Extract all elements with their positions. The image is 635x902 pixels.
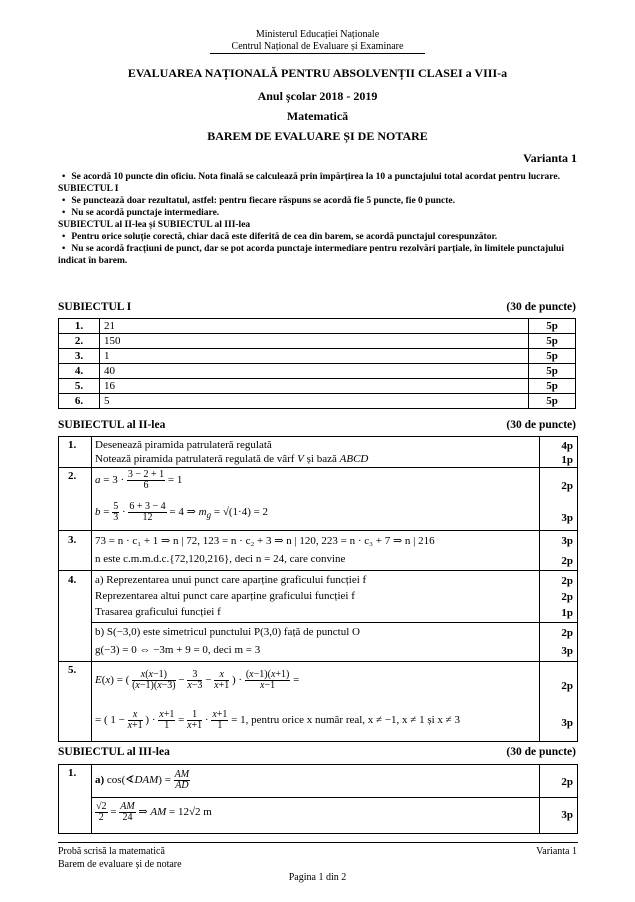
q2-points-b: 3p (561, 512, 573, 524)
instruction-general: • Se acordă 10 puncte din oficiu. Nota finală se calculează prin împărțirea la 10 a punctajului total acordat pentru lucrare. (58, 171, 578, 183)
header-rule (210, 53, 425, 54)
row-number: 1. (59, 319, 100, 334)
q4-criterion-b2: g(−3) = 0 ⇔ −3m + 9 = 0, deci m = 3 (95, 644, 261, 656)
s3-q1-formula-b: $\frac{√2}{2}$ = $\frac{AM}{24}$ ⇒ AM = 12√2 m (96, 801, 212, 823)
q4-number: 4. (68, 574, 77, 586)
q5-condition: , pentru orice x număr real, x ≠ −1, x ≠ 1 și x ≠ 3 (245, 714, 460, 727)
footer-exam: Probă scrisă la matematică (58, 846, 165, 857)
subject2-title: SUBIECTUL al II-lea (58, 419, 166, 431)
subject2-points: (30 de puncte) (506, 419, 576, 431)
row-number: 6. (59, 394, 100, 409)
row-divider (58, 530, 577, 531)
row-answer: 16 (100, 379, 529, 394)
s3-q1-points-b: 3p (561, 809, 573, 821)
row-answer: 150 (100, 334, 529, 349)
q1-number: 1. (68, 439, 77, 451)
row-points: 5p (529, 349, 576, 364)
subject3-heading (58, 746, 576, 758)
row-divider (58, 570, 577, 571)
footer-rule (58, 842, 578, 843)
row-divider (58, 661, 577, 662)
subject-name: Matematică (286, 109, 349, 123)
q2-number: 2. (68, 470, 77, 482)
q3-criterion-b: n este c.m.m.d.c.{72,120,216}, deci n = 24, care convine (95, 553, 346, 565)
row-answer: 21 (100, 319, 529, 334)
table-row (59, 319, 576, 334)
q4-points-b2: 3p (561, 645, 573, 657)
row-number: 3. (59, 349, 100, 364)
instruction-sub23-b: • Nu se acordă fracțiuni de punct, dar se pot acorda punctaje intermediare pentru rezolvări parțiale, în limitele punctajului indicat în barem. (58, 243, 578, 267)
instruction-sub23-title: SUBIECTUL al II-lea și SUBIECTUL al III-lea (58, 220, 251, 230)
table-row (59, 334, 576, 349)
row-divider (58, 467, 577, 468)
row-points: 5p (529, 394, 576, 409)
s3-q1-points-a: 2p (561, 776, 573, 788)
q4-criterion-a1: a) Reprezentarea unui punct care aparține graficului funcției f (95, 574, 367, 586)
column-divider (539, 436, 540, 742)
column-divider (91, 436, 92, 742)
q1-points-b: 1p (561, 454, 573, 466)
row-answer: 5 (100, 394, 529, 409)
q1-criterion-a: Desenează piramida patrulateră regulată (95, 439, 272, 451)
ministry-header: Ministerul Educației Naționale (255, 29, 380, 40)
row-points: 5p (529, 319, 576, 334)
instruction-sub1-b: • Nu se acordă punctaje intermediare. (58, 207, 578, 219)
subject1-heading (58, 301, 576, 313)
table-row (59, 394, 576, 409)
instruction-sub1-a: • Se punctează doar rezultatul, astfel: pentru fiecare răspuns se acordă fie 5 puncte, fie 0 puncte. (58, 195, 578, 207)
column-divider (91, 764, 92, 834)
q4-points-a3: 1p (561, 607, 573, 619)
q4-criterion-b1: b) S(−3,0) este simetricul punctului P(3,0) față de punctul O (95, 626, 360, 638)
subject1-points: (30 de puncte) (506, 301, 576, 313)
row-answer: 1 (100, 349, 529, 364)
subject1-title: SUBIECTUL I (58, 301, 132, 313)
footer-variant: Varianta 1 (536, 846, 577, 857)
document-title: BAREM DE EVALUARE ȘI DE NOTARE (207, 129, 428, 143)
q5-formula-b: = ( 1 − $\frac{x}{x+1}$ ) · $\frac{x+1}{1}$ = $\frac{1}{x+1}$ · $\frac{x+1}{1}$ = 1, pentru orice x număr real, x ≠ −1, x ≠ 1 și x ≠ 3 (95, 709, 460, 731)
subject2-heading (58, 419, 576, 431)
q1-points-a: 4p (561, 440, 573, 452)
column-divider (539, 764, 540, 834)
q5-formula-a: E(x) = ( $\frac{x(x-1)}{(x-1)(x-3)}$ − $\frac{3}{x-3}$ − $\frac{x}{x+1}$ ) · $\frac{(x-1)(x+1)}{x-1}$ = (95, 669, 300, 691)
row-points: 5p (529, 364, 576, 379)
q4-points-a2: 2p (561, 591, 573, 603)
row-answer: 40 (100, 364, 529, 379)
instruction-sub23-a: • Pentru orice soluție corectă, chiar dacă este diferită de cea din barem, se acordă punctajul corespunzător. (58, 231, 578, 243)
row-number: 5. (59, 379, 100, 394)
q5-points-a: 2p (561, 680, 573, 692)
q2-points-a: 2p (561, 480, 573, 492)
q1-criterion-b: Notează piramida patrulateră regulată de vârf V și bază ABCD (95, 453, 369, 465)
q5-points-b: 3p (561, 717, 573, 729)
s3-q1-number: 1. (68, 767, 77, 779)
q4-criterion-a3: Trasarea graficului funcției f (95, 606, 221, 618)
row-divider (91, 797, 577, 798)
variant-label: Varianta 1 (523, 151, 577, 165)
instruction-sub1-title: SUBIECTUL I (58, 184, 119, 194)
table-row (59, 349, 576, 364)
q3-points-a: 3p (561, 535, 573, 547)
q3-number: 3. (68, 534, 77, 546)
school-year: Anul școlar 2018 - 2019 (257, 89, 378, 103)
q3-points-b: 2p (561, 555, 573, 567)
row-points: 5p (529, 334, 576, 349)
subject3-title: SUBIECTUL al III-lea (58, 746, 170, 758)
row-divider (91, 622, 577, 623)
q4-points-b1: 2p (561, 627, 573, 639)
instructions (58, 171, 578, 267)
s3-q1-formula-a: a) cos(∢DAM) = $\frac{AM}{AD}$ (95, 769, 190, 791)
q4-points-a1: 2p (561, 575, 573, 587)
subject1-table (58, 318, 576, 409)
footer-barem: Barem de evaluare și de notare (58, 859, 182, 870)
row-number: 4. (59, 364, 100, 379)
page-number: Pagina 1 din 2 (288, 872, 347, 883)
table-row (59, 364, 576, 379)
row-number: 2. (59, 334, 100, 349)
q2-formula-a: a = 3 · $\frac{3 - 2 + 1}{6}$ = 1 (95, 469, 183, 491)
subject3-points: (30 de puncte) (506, 746, 576, 758)
exam-title: EVALUAREA NAȚIONALĂ PENTRU ABSOLVENȚII CLASEI a VIII-a (127, 66, 508, 80)
q3-criterion-a: 73 = n · c₁ + 1 ⇒ n | 72, 123 = n · c₂ + 3 ⇒ n | 120, 223 = n · c₃ + 7 ⇒ n | 216 (95, 535, 435, 547)
q5-number: 5. (68, 664, 77, 676)
q4-criterion-a2: Reprezentarea altui punct care aparține graficului funcției f (95, 590, 355, 602)
q2-formula-b: b = $\frac{5}{3}$ · $\frac{6 + 3 - 4}{12}$ = 4 ⇒ $m_g = √(1\cdot 4) = 2$ (95, 501, 269, 523)
table-row (59, 379, 576, 394)
center-header: Centrul Național de Evaluare și Examinare (231, 41, 404, 52)
row-points: 5p (529, 379, 576, 394)
